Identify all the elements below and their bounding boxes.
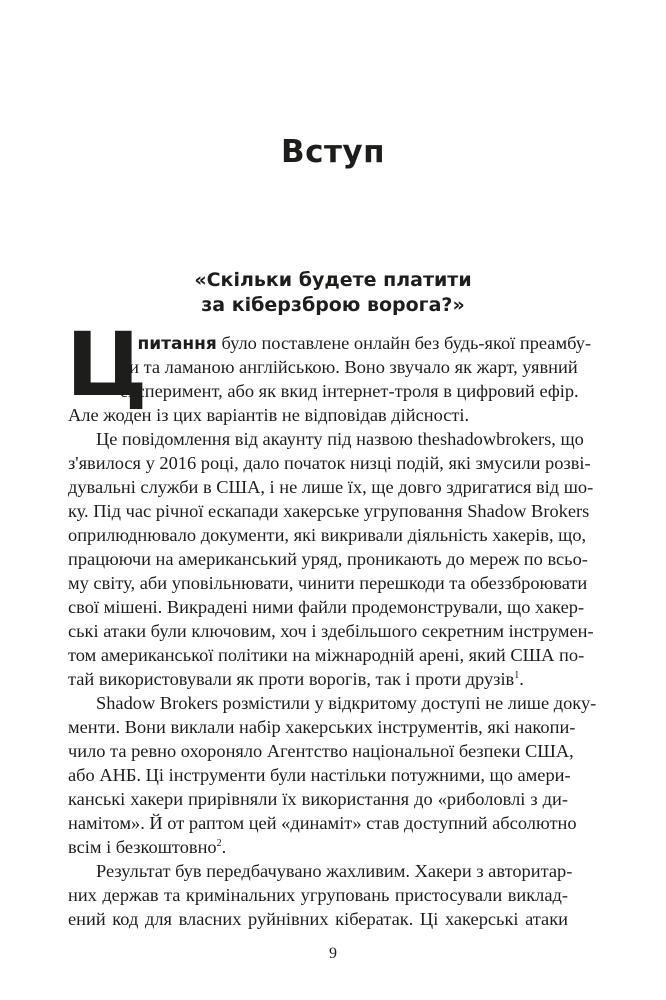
text-run: всім і безкоштовно — [68, 837, 217, 857]
text-line: Це повідомлення від акаунту під назвою theshadowbrokers, що — [96, 429, 584, 449]
section-heading — [150, 268, 516, 318]
text-line: менти. Вони виклали набір хакерських інструментів, які накопи- — [68, 717, 576, 737]
text-run: було поставлене онлайн без будь-якої преамбу- — [216, 333, 592, 353]
text-line: тай використовували як проти ворогів, так і проти друзів$^1$. — [68, 669, 524, 689]
lead-in: е питання — [120, 334, 217, 354]
text-line: том американської політики на міжнародній арені, який США по- — [68, 645, 585, 665]
text-line: експеримент, або як вкид інтернет-троля в цифровий ефір. — [120, 381, 579, 401]
text-line: оприлюднювало документи, які викривали діяльність хакерів, що, — [68, 525, 587, 545]
text-line: ку. Під час річної ескапади хакерське угруповання Shadow Brokers — [68, 501, 590, 521]
text-line: чило та ревно охороняло Агентство національної безпеки США, — [68, 741, 574, 761]
text-line: свої мішені. Викрадені ними файли продемонстрували, що хакер- — [68, 597, 585, 617]
section-heading-line-2: за кіберзброю ворога?» — [201, 294, 465, 316]
text-line: всім і безкоштовно$^2$. — [68, 837, 227, 857]
text-line: Результат був передбачувано жахливим. Хакери з авторитар- — [96, 861, 573, 881]
text-line: з'явилося у 2016 році, дало початок низці подій, які змусили розві- — [68, 453, 591, 473]
text-run: тай використовували як проти ворогів, так і проти друзів — [68, 669, 515, 689]
chapter-title: Вступ — [280, 134, 386, 170]
text-line: ений код для власних руйнівних кібератак. Ці хакерські атаки — [68, 909, 568, 929]
text-line: них держав та кримінальних угруповань пристосували виклад- — [68, 885, 568, 905]
text-line: дувальні служби в США, і не лише їх, ще довго здригатися від шо- — [68, 477, 594, 497]
text-line: ли та ламаною англійською. Воно звучало як жарт, уявний — [120, 357, 578, 377]
text-line: Shadow Brokers розмістили у відкритому доступі не лише доку- — [96, 693, 597, 713]
text-line: працюючи на американський уряд, проникають до мереж по всьо- — [68, 549, 588, 569]
text-line — [120, 331, 592, 355]
text-line: му світу, аби уповільнювати, чинити перешкоди та обеззброювати — [68, 573, 588, 593]
drop-cap: Ц — [66, 313, 148, 416]
text-line: або АНБ. Ці інструменти були настільки потужними, що амери- — [68, 765, 571, 785]
text-line: канські хакери прирівняли їх використання до «риболовлі з ди- — [68, 789, 568, 809]
section-heading-line-1: «Скільки будете платити — [194, 269, 472, 291]
text-line: Але жоден із цих варіантів не відповідав дійсності. — [68, 405, 470, 425]
text-line: ські атаки були ключовим, хоч і здебільшого секретним інструмен- — [68, 621, 594, 641]
text-line: намітом». Й от раптом цей «динаміт» став доступний абсолютно — [68, 813, 577, 833]
footnote-ref: 1 — [514, 669, 520, 681]
page-number: 9 — [329, 945, 337, 962]
footnote-ref: 2 — [216, 837, 222, 849]
